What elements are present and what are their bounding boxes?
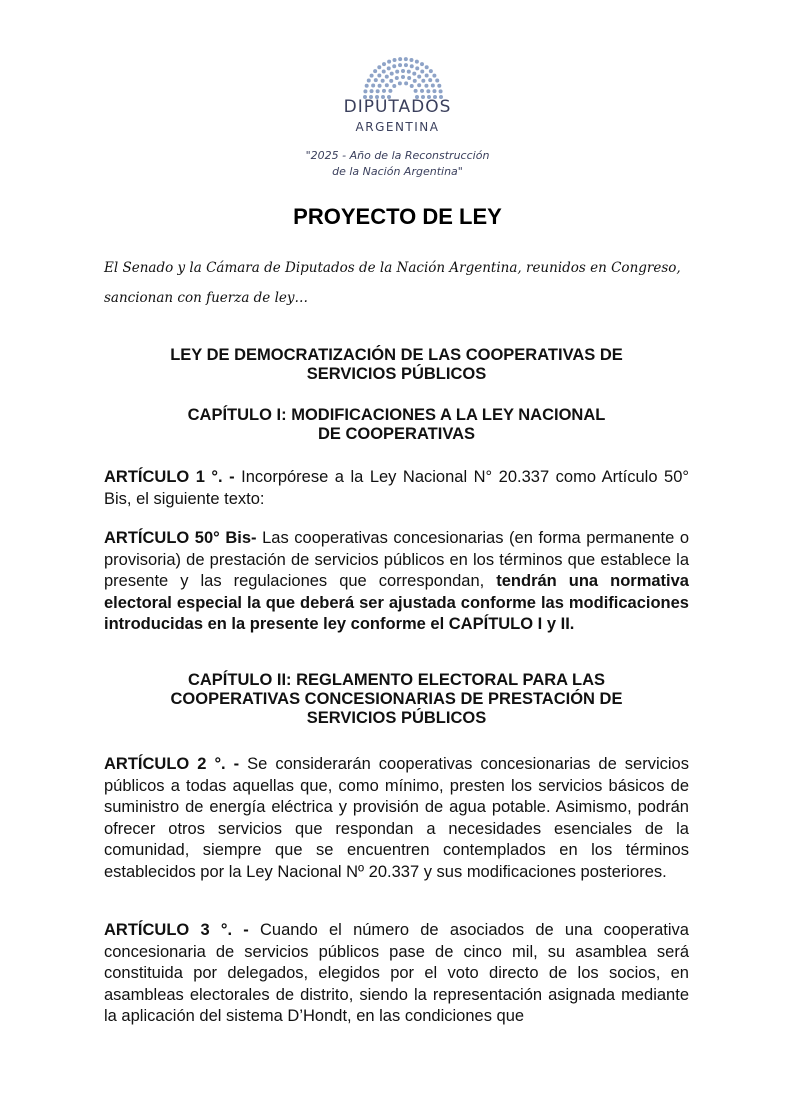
hemicycle-seat-dot bbox=[398, 81, 402, 85]
hemicycle-seat-dot bbox=[412, 72, 416, 76]
hemicycle-seat-dot bbox=[365, 84, 369, 88]
hemicycle-seat-dot bbox=[439, 89, 443, 93]
law-title bbox=[104, 346, 689, 384]
hemicycle-seat-dot bbox=[378, 84, 382, 88]
hemicycle-seat-dot bbox=[370, 74, 374, 78]
chapter-1-heading bbox=[104, 406, 689, 444]
chapter-2-line-3: SERVICIOS PÚBLICOS bbox=[306, 709, 487, 727]
page-title: PROYECTO DE LEY bbox=[293, 204, 502, 229]
hemicycle-seat-dot bbox=[385, 83, 389, 87]
hemicycle-seat-dot bbox=[387, 66, 391, 70]
hemicycle-seat-dot bbox=[367, 79, 371, 83]
intro-line-2: sancionan con fuerza de ley… bbox=[104, 290, 309, 306]
hemicycle-seat-dot bbox=[420, 62, 424, 66]
chapter-1-line-2: DE COOPERATIVAS bbox=[317, 425, 476, 443]
hemicycle-seat-dot bbox=[421, 79, 425, 83]
hemicycle-seat-dot bbox=[389, 79, 393, 83]
hemicycle-seat-dot bbox=[432, 74, 436, 78]
article-3-text: Cuando el número de asociados de una cooperativa concesionaria de servicios públicos pase de cinco mil, su asamblea será constituida por delegados, elegidos por el voto directo de los socios, en asambleas electorales de distrito, siendo la representación asignada mediante la aplicación del sistema D’Hondt, en las condiciones que bbox=[104, 921, 689, 1025]
hemicycle-seat-dot bbox=[417, 75, 421, 79]
hemicycle-seat-dot bbox=[415, 60, 419, 64]
hemicycle-seat-dot bbox=[382, 69, 386, 73]
hemicycle-seat-dot bbox=[407, 76, 411, 80]
chapter-2-heading bbox=[104, 671, 689, 728]
hemicycle-seat-dot bbox=[393, 58, 397, 62]
hemicycle-seat-dot bbox=[437, 84, 441, 88]
article-2 bbox=[104, 754, 689, 883]
hemicycle-seat-dot bbox=[398, 63, 402, 67]
hemicycle-seat-dot bbox=[414, 89, 418, 93]
hemicycle-seat-dot bbox=[392, 64, 396, 68]
hemicycle-seat-dot bbox=[428, 78, 432, 82]
hemicycle-seat-dot bbox=[401, 75, 405, 79]
hemicycle-seat-dot bbox=[415, 66, 419, 70]
article-3 bbox=[104, 920, 689, 1028]
article-50-bis-bold-text: tendrán una normativa electoral especial la que deberá ser ajustada conforme las modificaciones introducidas en la presente ley conforme el CAPÍTULO I y II. bbox=[104, 572, 689, 633]
article-50-bis-text: Las cooperativas concesionarias (en forma permanente o provisoria) de prestación de servicios públicos en los términos que establece la presente y las regulaciones que correspondan, bbox=[104, 529, 689, 590]
hemicycle-seat-dot bbox=[395, 76, 399, 80]
article-2-text: Se considerarán cooperativas concesionarias de servicios públicos a todas aquellas que, como mínimo, presten los servicios básicos de suministro de energía eléctrica y provisión de agua potable. Asimismo, podrán ofrecer otros servicios que respondan a necesidades esenciales de la comunidad, siempre que se encuentren contemplados en los términos establecidos por la Ley Nacional Nº 20.337 y sus modificaciones posteriores. bbox=[104, 755, 689, 881]
hemicycle-seat-dot bbox=[395, 70, 399, 74]
article-1 bbox=[104, 467, 689, 510]
hemicycle-seat-dot bbox=[398, 57, 402, 61]
article-50-bis-label: ARTÍCULO 50° Bis- bbox=[104, 529, 257, 547]
law-title-line-1: LEY DE DEMOCRATIZACIÓN DE LAS COOPERATIVAS DE bbox=[170, 346, 623, 364]
hemicycle-seat-dot bbox=[363, 89, 367, 93]
hemicycle-seat-dot bbox=[431, 83, 435, 87]
hemicycle-seat-dot bbox=[390, 72, 394, 76]
hemicycle-seat-dot bbox=[420, 69, 424, 73]
hemicycle-seat-dot bbox=[376, 89, 380, 93]
hemicycle-seat-dot bbox=[374, 78, 378, 82]
article-2-label: ARTÍCULO 2 °. - bbox=[104, 755, 240, 773]
hemicycle-seat-dot bbox=[429, 69, 433, 73]
hemicycle-seat-dot bbox=[401, 69, 405, 73]
hemicycle-seat-dot bbox=[385, 75, 389, 79]
chapter-2-line-2: COOPERATIVAS CONCESIONARIAS DE PRESTACIÓN DE bbox=[170, 690, 623, 708]
hemicycle-seat-dot bbox=[413, 79, 417, 83]
hemicycle-seat-dot bbox=[425, 65, 429, 69]
hemicycle-seat-dot bbox=[426, 89, 430, 93]
hemicycle-seat-dot bbox=[377, 73, 381, 77]
hemicycle-seat-dot bbox=[410, 64, 414, 68]
hemicycle-seat-dot bbox=[382, 62, 386, 66]
motto bbox=[0, 148, 795, 180]
intro-line-1: El Senado y la Cámara de Diputados de la Nación Argentina, reunidos en Congreso, bbox=[104, 260, 681, 276]
hemicycle-seat-dot bbox=[381, 79, 385, 83]
motto-line-1: "2025 - Año de la Reconstrucción bbox=[305, 149, 490, 162]
hemicycle-seat-dot bbox=[407, 70, 411, 74]
hemicycle-seat-dot bbox=[410, 84, 414, 88]
hemicycle-seat-dot bbox=[377, 65, 381, 69]
article-1-label: ARTÍCULO 1 °. - bbox=[104, 468, 235, 486]
hemicycle-seat-dot bbox=[382, 89, 386, 93]
article-3-label: ARTÍCULO 3 °. - bbox=[104, 921, 249, 939]
chapter-2-line-1: CAPÍTULO II: REGLAMENTO ELECTORAL PARA LAS bbox=[187, 671, 606, 689]
hemicycle-seat-dot bbox=[404, 81, 408, 85]
hemicycle-seat-dot bbox=[409, 58, 413, 62]
chapter-1-line-1: CAPÍTULO I: MODIFICACIONES A LA LEY NACIONAL bbox=[187, 406, 606, 424]
hemicycle-seat-dot bbox=[404, 63, 408, 67]
hemicycle-seat-dot bbox=[388, 89, 392, 93]
hemicycle-seat-dot bbox=[435, 79, 439, 83]
hemicycle-seat-dot bbox=[404, 57, 408, 61]
hemicycle-seat-dot bbox=[392, 84, 396, 88]
hemicycle-seat-dot bbox=[432, 89, 436, 93]
law-title-line-2: SERVICIOS PÚBLICOS bbox=[306, 365, 487, 383]
hemicycle-seat-dot bbox=[424, 84, 428, 88]
hemicycle-seat-dot bbox=[373, 69, 377, 73]
hemicycle-seat-dot bbox=[370, 89, 374, 93]
hemicycle-seat-dot bbox=[417, 83, 421, 87]
article-50-bis bbox=[104, 528, 689, 636]
hemicycle-seat-dot bbox=[425, 73, 429, 77]
hemicycle-seat-dot bbox=[420, 89, 424, 93]
diputados-hemicycle-logo bbox=[350, 55, 456, 99]
motto-line-2: de la Nación Argentina" bbox=[332, 165, 463, 178]
logo-country: ARGENTINA bbox=[355, 120, 440, 134]
article-1-text: Incorpórese a la Ley Nacional N° 20.337 como Artículo 50° Bis, el siguiente texto: bbox=[104, 468, 689, 508]
hemicycle-seat-dot bbox=[387, 60, 391, 64]
logo-name: DIPUTADOS bbox=[343, 97, 452, 117]
hemicycle-seat-dot bbox=[371, 83, 375, 87]
